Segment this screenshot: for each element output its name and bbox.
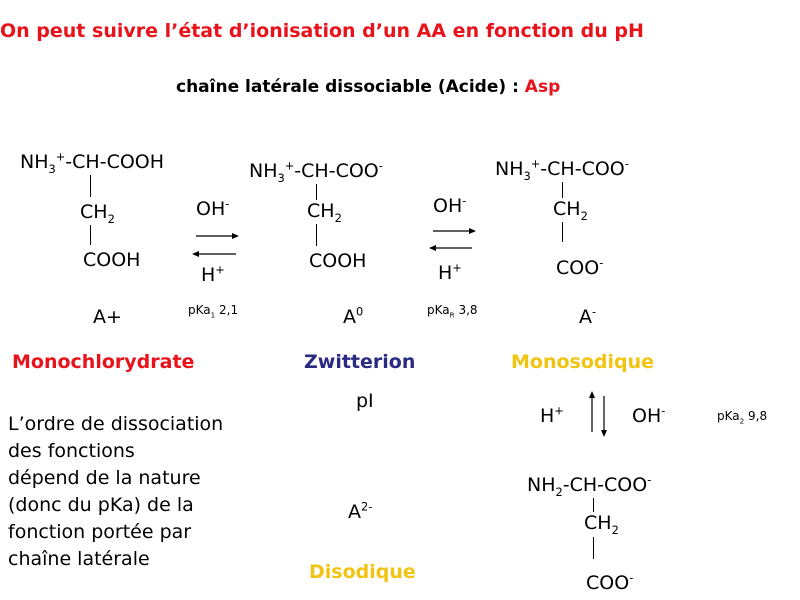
eq1-oh-label: OH- bbox=[196, 196, 230, 220]
name-monosodique: Monosodique bbox=[511, 351, 655, 373]
paragraph-line: des fonctions bbox=[8, 440, 135, 462]
paragraph-line: L’ordre de dissociation bbox=[8, 413, 224, 435]
structure-a-zero-top: $NH_3^+-CH-COO^-$ bbox=[249, 158, 383, 185]
subtitle-text: chaîne latérale dissociable (Acide) : bbox=[176, 77, 525, 97]
paragraph-line: (donc du pKa) de la bbox=[8, 494, 194, 516]
name-zwitterion: Zwitterion bbox=[304, 351, 416, 373]
paragraph-line: chaîne latérale bbox=[8, 548, 150, 570]
name-disodique: Disodique bbox=[309, 561, 416, 583]
subtitle-highlight: Asp bbox=[524, 77, 561, 97]
pi-label: pI bbox=[356, 390, 374, 412]
eq2-pka-label: pKa$_R$ 3,8 bbox=[427, 303, 478, 320]
state-a-minus: A- bbox=[579, 304, 597, 328]
eq2-oh-label: OH- bbox=[433, 193, 467, 217]
structure-a-plus-bottom: COOH bbox=[83, 249, 141, 271]
eq1-h-label: H+ bbox=[201, 262, 225, 286]
eq3-pka-label: pKa$_2$ 9,8 bbox=[717, 409, 768, 426]
name-monochlorydrate: Monochlorydrate bbox=[12, 351, 195, 373]
state-a-2minus: $A^{2-}$ bbox=[348, 499, 373, 523]
structure-a-2minus-bottom: COO- bbox=[586, 570, 634, 594]
eq3-oh-label: OH- bbox=[632, 403, 666, 427]
eq1-pka-label: pKa$_1$ 2,1 bbox=[188, 303, 239, 320]
structure-a-minus-bottom: COO- bbox=[556, 255, 604, 279]
structure-a-zero-mid: $CH_2$ bbox=[307, 200, 342, 225]
eq3-h-label: H+ bbox=[540, 403, 564, 427]
structure-a-minus-top: $NH_3^+-CH-COO^-$ bbox=[495, 156, 629, 183]
state-a-zero: $A^0$ bbox=[343, 304, 364, 328]
state-a-plus: A+ bbox=[93, 306, 122, 328]
paragraph-line: fonction portée par bbox=[8, 521, 192, 543]
structure-a-plus-mid: $CH_2$ bbox=[80, 201, 115, 226]
paragraph-line: dépend de la nature bbox=[8, 467, 201, 489]
structure-a-zero-bottom: COOH bbox=[309, 250, 367, 272]
structure-a-minus-mid: $CH_2$ bbox=[553, 198, 588, 223]
explanation-paragraph bbox=[8, 411, 278, 573]
structure-a-2minus-top: $NH_2-CH-COO^-$ bbox=[527, 472, 652, 499]
eq2-h-label: H+ bbox=[438, 260, 462, 284]
structure-a-2minus-mid: $CH_2$ bbox=[584, 512, 619, 537]
structure-a-plus-top: $NH_3^+-CH$-COOH bbox=[20, 149, 165, 176]
page-title: On peut suivre l’état d’ionisation d’un AA en fonction du pH bbox=[0, 20, 644, 42]
